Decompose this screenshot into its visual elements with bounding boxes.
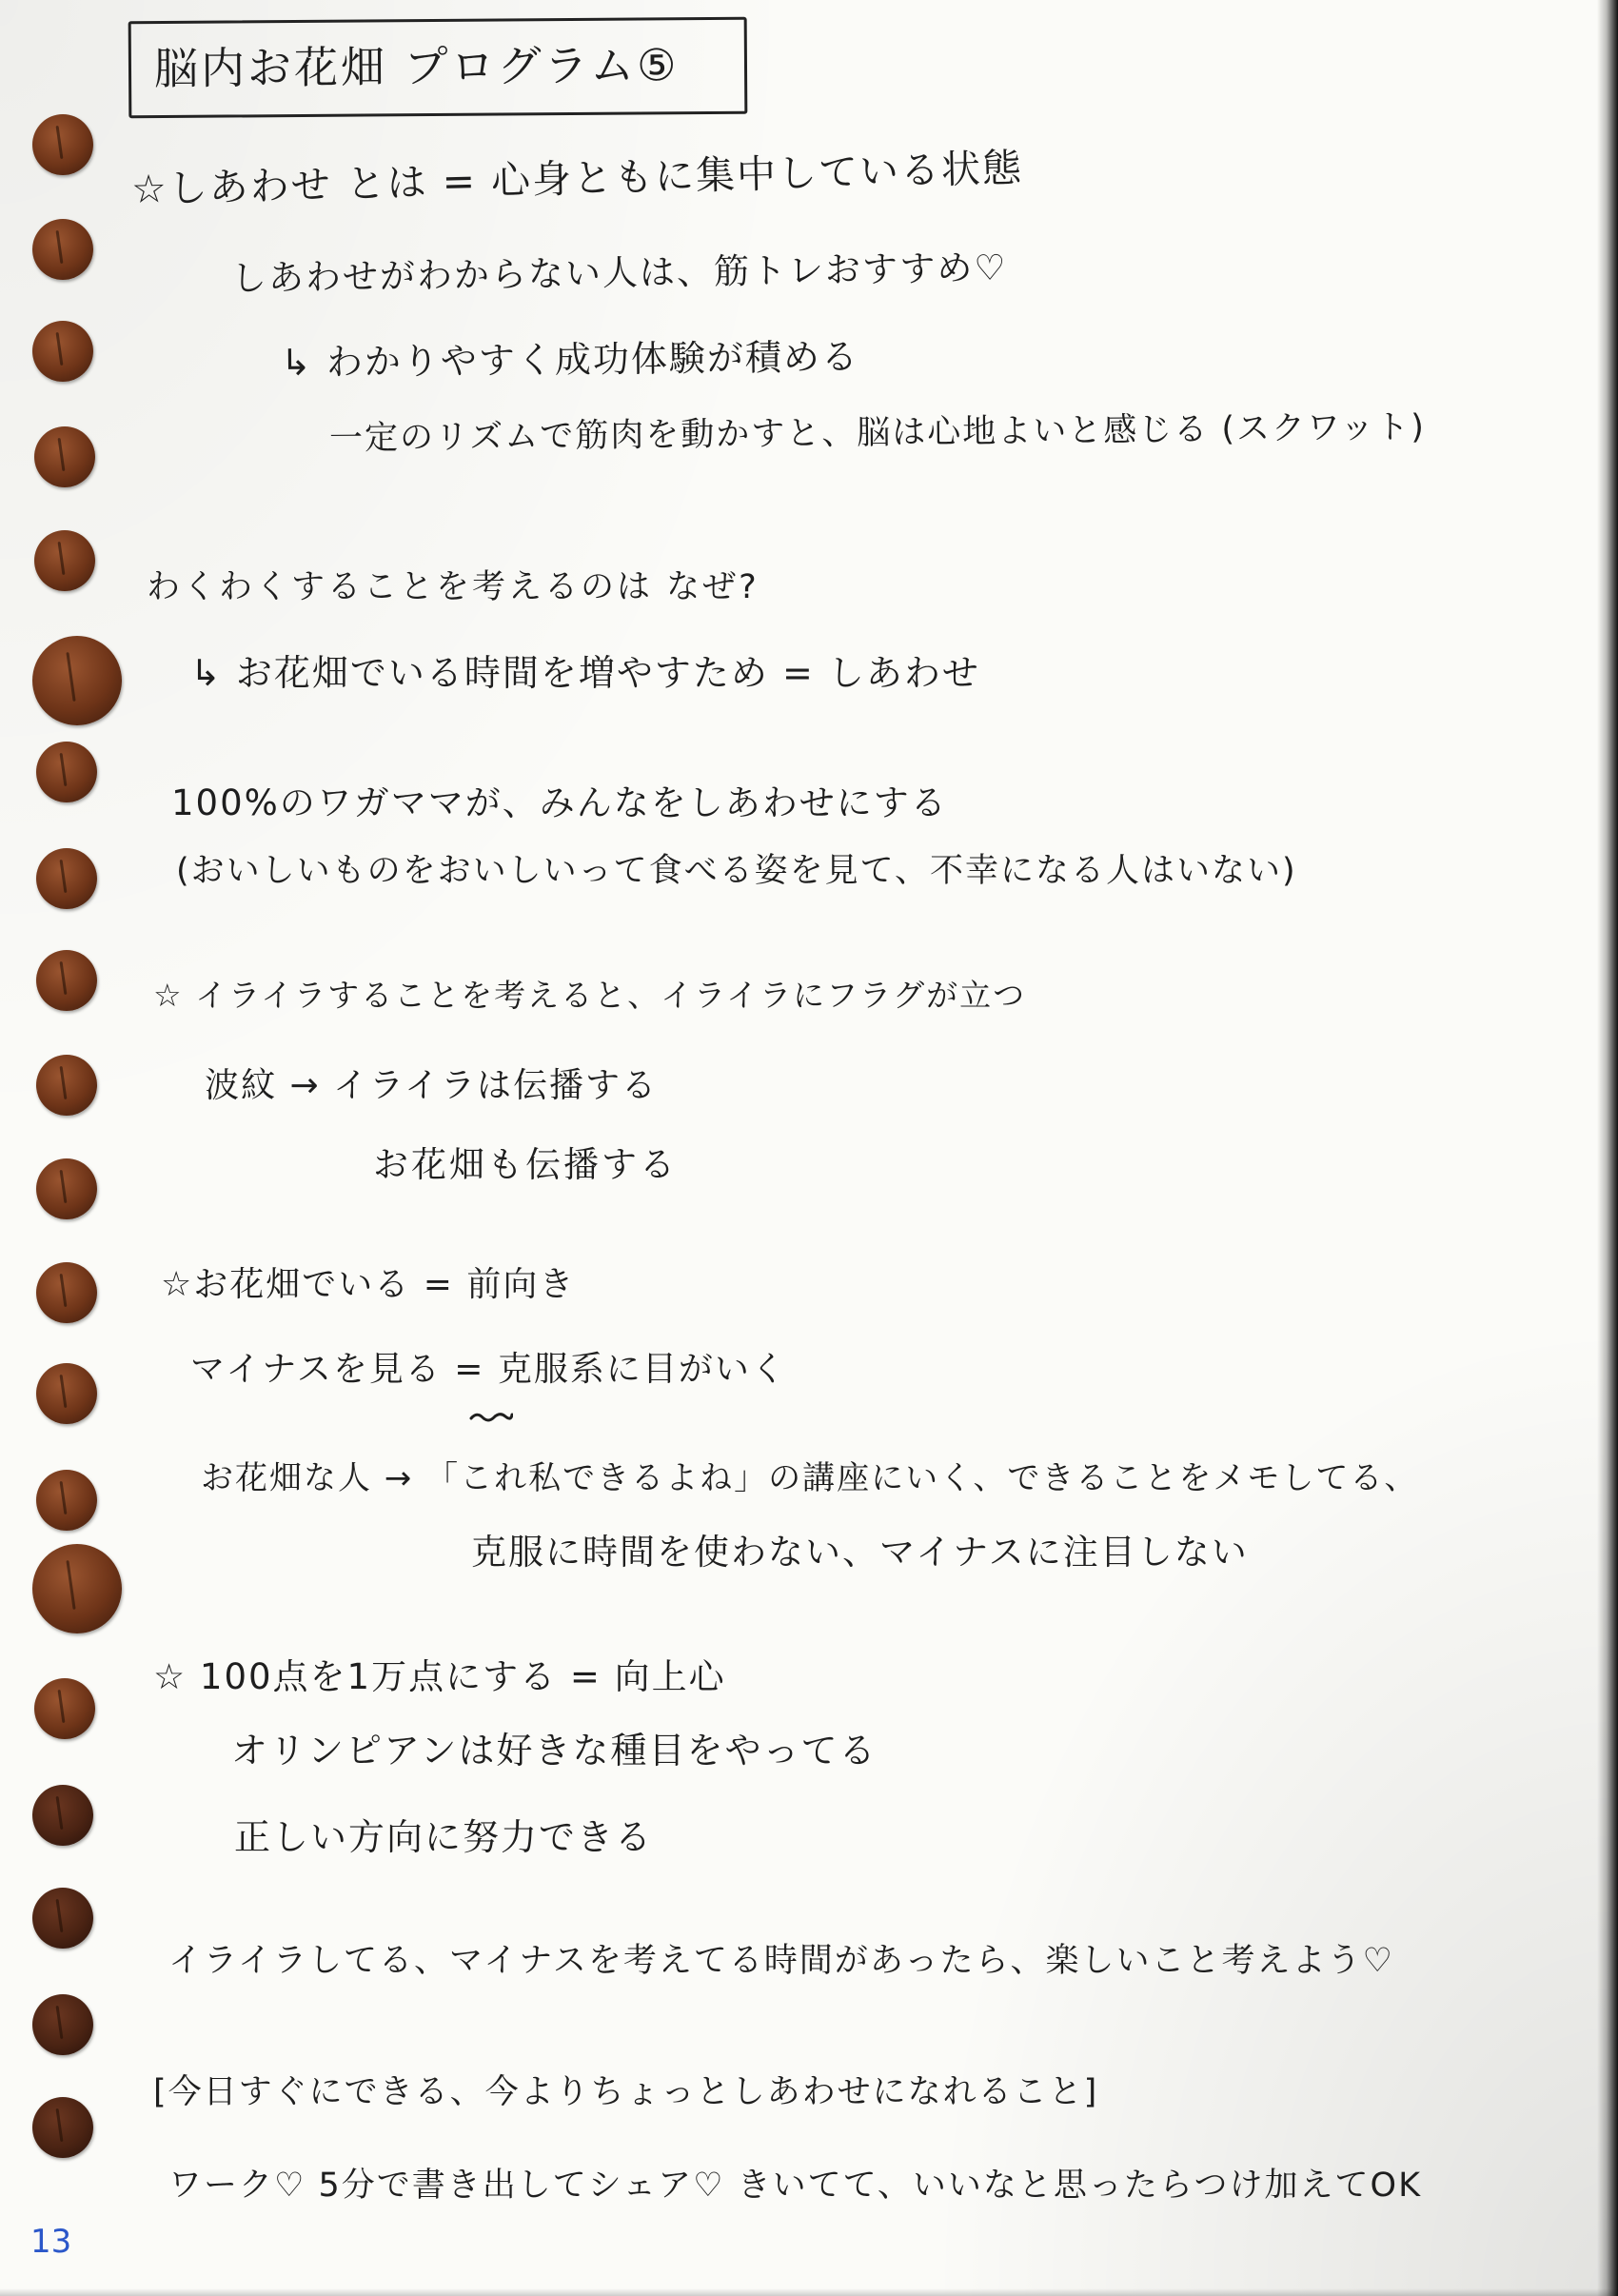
- note-heading: ☆ 100点を1万点にする = 向上心: [153, 1656, 726, 1697]
- note-heading: ☆お花畑でいる = 前向き: [161, 1265, 576, 1304]
- binder-hole: [32, 114, 93, 175]
- binder-hole: [36, 950, 97, 1011]
- binder-hole: [32, 219, 93, 280]
- note-line: ↳ お花畑でいる時間を増やすため = しあわせ: [190, 652, 980, 694]
- binder-hole: [32, 636, 122, 725]
- binder-hole: [34, 426, 95, 487]
- page-edge-shadow: [1597, 0, 1618, 2296]
- binder-hole: [34, 530, 95, 591]
- note-heading: ☆しあわせ とは = 心身ともに集中している状態: [130, 145, 1024, 212]
- binder-hole: [34, 1678, 95, 1739]
- binder-hole: [36, 1262, 97, 1323]
- binder-hole: [36, 1158, 97, 1219]
- note-line: お花畑も伝播する: [373, 1144, 678, 1185]
- note-line: マイナスを見る = 克服系に目がいく: [190, 1350, 787, 1389]
- note-line: お花畑な人 → 「これ私できるよね」の講座にいく、できることをメモしてる、: [201, 1459, 1419, 1497]
- binder-hole: [32, 321, 93, 382]
- note-line: 100%のワガママが、みんなをしあわせにする: [171, 782, 948, 823]
- note-line: 正しい方向に努力できる: [234, 1816, 654, 1858]
- binder-hole: [32, 1888, 93, 1949]
- note-line: ↳ わかりやすく成功体験が積める: [280, 335, 860, 384]
- binder-hole: [32, 1994, 93, 2055]
- note-line: (おいしいものをおいしいって食べる姿を見て、不幸になる人はいない): [176, 852, 1297, 890]
- page-title: 脳内お花畑 プログラム⑤: [153, 39, 680, 95]
- binder-hole: [36, 1363, 97, 1424]
- note-line: ワーク♡ 5分で書き出してシェア♡ きいてて、いいなと思ったらつけ加えてOK: [168, 2167, 1423, 2205]
- note-line: 克服に時間を使わない、マイナスに注目しない: [471, 1532, 1249, 1573]
- note-line: 一定のリズムで筋肉を動かすと、脳は心地よいと感じる (スクワット): [328, 407, 1427, 458]
- note-line: オリンピアンは好きな種目をやってる: [231, 1730, 878, 1771]
- note-line: [今日すぐにできる、今よりちょっとしあわせになれること]: [153, 2073, 1099, 2111]
- binder-hole: [36, 848, 97, 909]
- page-edge-shadow: [0, 2288, 1618, 2296]
- title-box: [128, 17, 748, 119]
- note-heading: ☆ イライラすることを考えると、イライラにフラグが立つ: [153, 977, 1027, 1014]
- binder-hole: [32, 2097, 93, 2158]
- binder-hole: [36, 742, 97, 802]
- note-line: 波紋 → イライラは伝播する: [205, 1066, 658, 1105]
- page-number: 13: [30, 2223, 72, 2261]
- note-line: しあわせがわからない人は、筋トレおすすめ♡: [230, 247, 1008, 299]
- note-line: イライラしてる、マイナスを考えてる時間があったら、楽しいこと考えよう♡: [168, 1942, 1394, 1980]
- binder-hole: [32, 1785, 93, 1846]
- binder-hole: [36, 1470, 97, 1531]
- underline-squiggle: [469, 1409, 513, 1424]
- binder-hole: [36, 1055, 97, 1116]
- binder-hole: [32, 1544, 122, 1633]
- note-line: わくわくすることを考えるのは なぜ?: [147, 568, 760, 606]
